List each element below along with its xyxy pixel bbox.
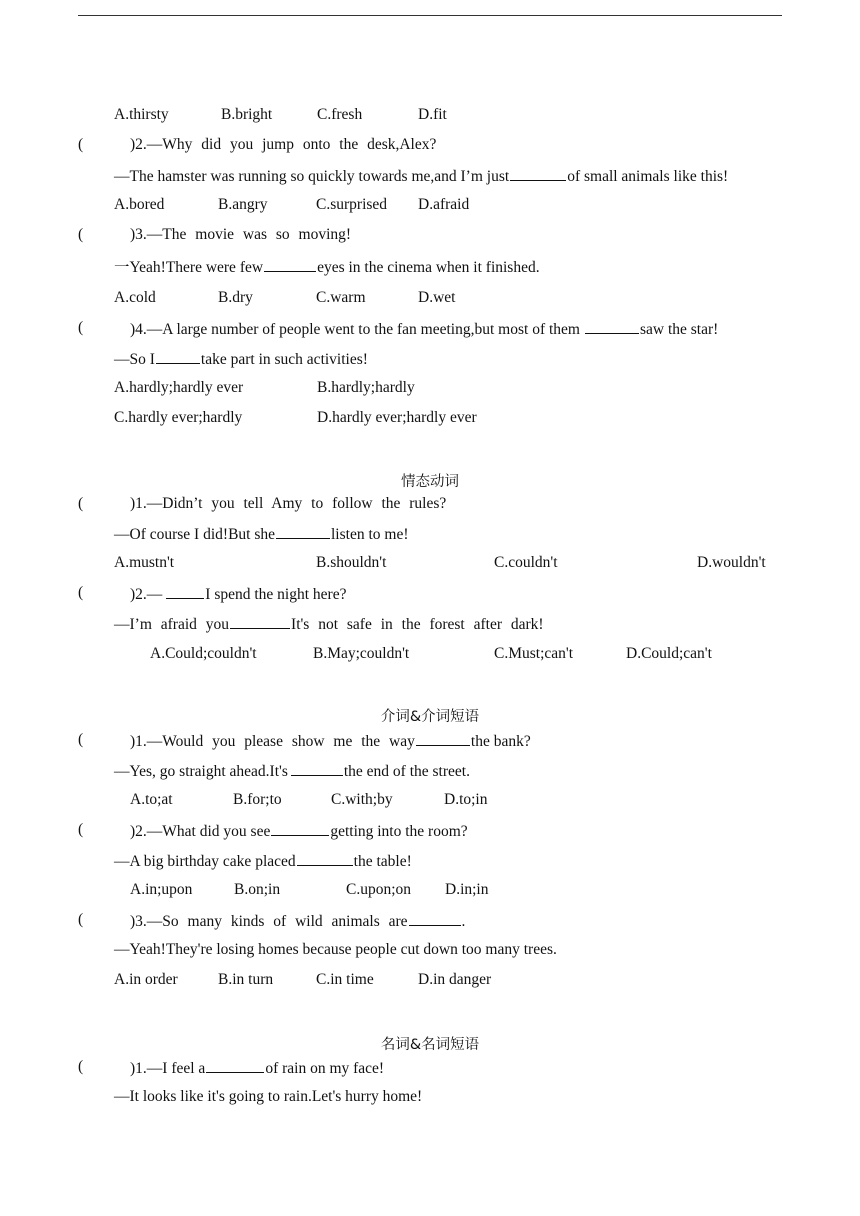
option-b: B.May;couldn't [313,645,410,662]
option-d: D.wouldn't [697,554,766,571]
option-c: C.with;by [331,791,393,808]
answer-blank[interactable] [510,166,566,181]
answer-line: —A big birthday cake placed the table! [114,853,412,870]
answer-paren: ( [78,136,84,153]
answer-blank[interactable] [206,1058,264,1073]
option-d: D.wet [418,289,456,306]
option-b: B.in turn [218,971,274,988]
option-a: A.cold [114,289,156,306]
option-b: B.bright [221,106,273,123]
answer-blank[interactable] [416,731,470,746]
option-c: C.fresh [317,106,363,123]
answer-blank[interactable] [166,584,204,599]
question-text: )3.—So many kinds of wild animals are . [130,913,466,930]
option-b: B.for;to [233,791,282,808]
option-c: C.warm [316,289,366,306]
option-a: A.in order [114,971,178,988]
answer-blank[interactable] [156,349,200,364]
question-text: )2.—Why did you jump onto the desk,Alex? [130,136,437,153]
option-c: C.couldn't [494,554,558,571]
option-b: B.angry [218,196,268,213]
answer-paren: ( [78,731,84,748]
answer-paren: ( [78,495,84,512]
answer-line: —I’m afraid you It's not safe in the forest after dark! [114,616,544,633]
section-title-noun: 名词&名词短语 [380,1037,480,1053]
option-b: B.shouldn't [316,554,387,571]
option-a: A.bored [114,196,165,213]
answer-blank[interactable] [297,851,353,866]
answer-paren: ( [78,584,84,601]
option-a: A.in;upon [130,881,193,898]
option-a: A.thirsty [114,106,169,123]
answer-line: 一Yeah!There were few eyes in the cinema when it finished. [114,259,540,276]
option-c: C.surprised [316,196,388,213]
answer-blank[interactable] [291,761,343,776]
option-c: C.Must;can't [494,645,573,662]
option-d: D.to;in [444,791,488,808]
option-a: A.mustn't [114,554,175,571]
answer-paren: ( [78,226,84,243]
question-text: )4.—A large number of people went to the fan meeting,but most of them saw the star! [130,321,719,338]
answer-blank[interactable] [271,821,329,836]
option-d: D.afraid [418,196,470,213]
option-c: C.upon;on [346,881,412,898]
question-text: )1.—I feel a of rain on my face! [130,1060,385,1077]
option-a: A.hardly;hardly ever [114,379,244,396]
answer-line: —It looks like it's going to rain.Let's hurry home! [114,1088,423,1105]
header-rule [78,15,782,16]
option-d: D.hardly ever;hardly ever [317,409,477,426]
answer-blank[interactable] [276,524,330,539]
option-c: C.hardly ever;hardly [114,409,243,426]
option-a: A.to;at [130,791,173,808]
section-title-prep: 介词&介词短语 [380,709,480,725]
question-text: )1.—Didn’t you tell Amy to follow the rules? [130,495,447,512]
option-b: B.hardly;hardly [317,379,415,396]
answer-blank[interactable] [264,257,316,272]
answer-line: —So I take part in such activities! [114,351,368,368]
option-b: B.dry [218,289,253,306]
question-text: )3.—The movie was so moving! [130,226,352,243]
answer-paren: ( [78,319,84,336]
answer-line: —Yes, go straight ahead.It's the end of the street. [114,763,470,780]
answer-line: —The hamster was running so quickly towards me,and I’m just of small animals like this! [114,168,729,185]
answer-blank[interactable] [585,319,639,334]
option-d: D.in danger [418,971,492,988]
question-text: )2.— I spend the night here? [130,586,347,603]
answer-paren: ( [78,911,84,928]
option-d: D.fit [418,106,447,123]
section-title-modal: 情态动词 [401,474,459,490]
answer-paren: ( [78,1058,84,1075]
answer-blank[interactable] [409,911,461,926]
option-d: D.in;in [445,881,489,898]
question-text: )1.—Would you please show me the way the bank? [130,733,531,750]
option-b: B.on;in [234,881,281,898]
answer-line: —Yeah!They're losing homes because people cut down too many trees. [114,941,557,958]
question-text: )2.—What did you see getting into the room? [130,823,468,840]
option-c: C.in time [316,971,374,988]
answer-blank[interactable] [230,614,290,629]
option-d: D.Could;can't [626,645,712,662]
answer-paren: ( [78,821,84,838]
option-a: A.Could;couldn't [150,645,257,662]
answer-line: —Of course I did!But she listen to me! [114,526,409,543]
